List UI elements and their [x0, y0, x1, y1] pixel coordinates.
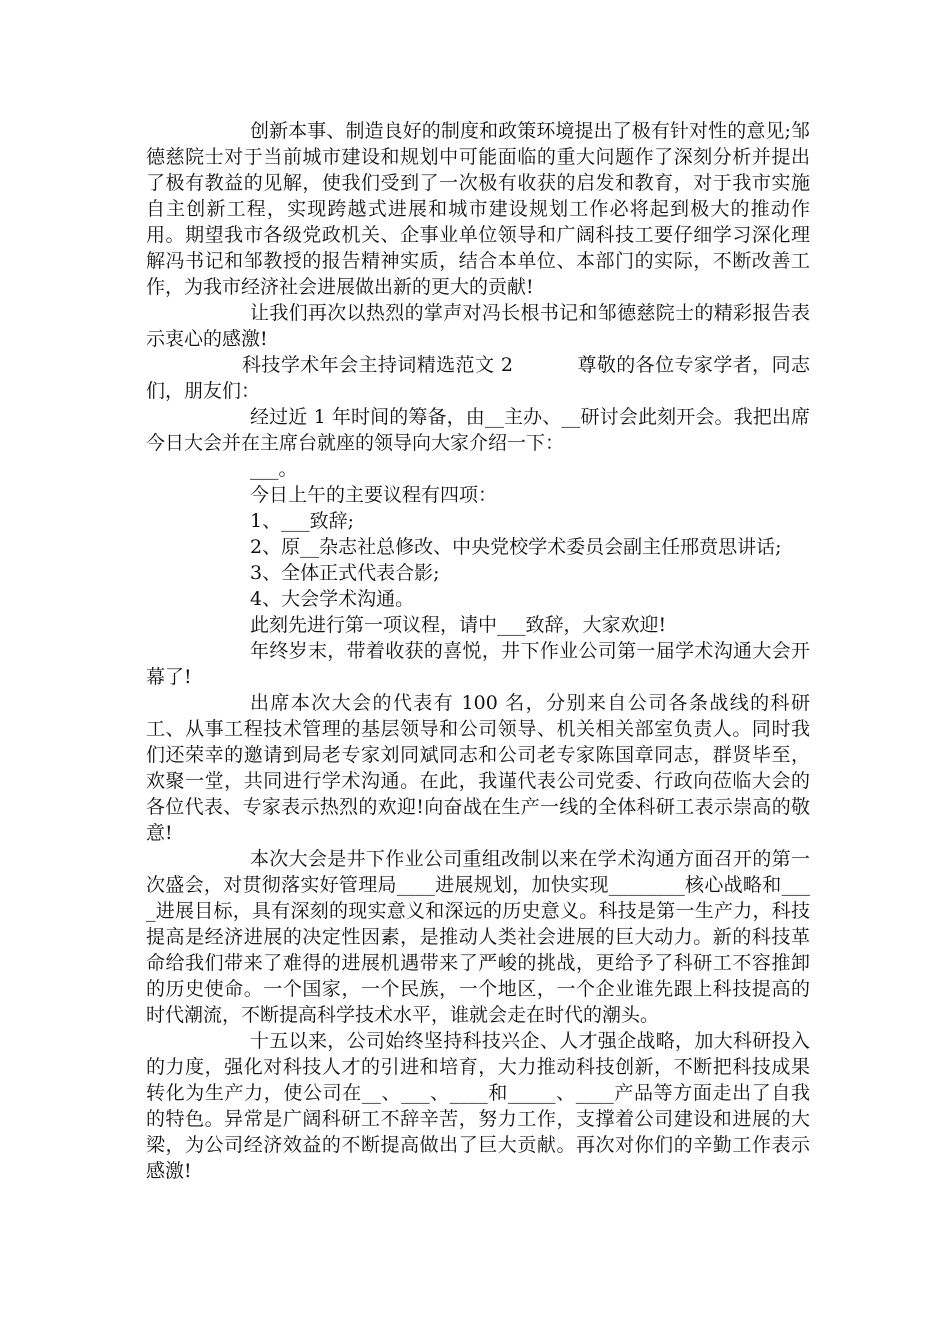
- agenda-item-1: 1、___致辞;: [250, 510, 354, 532]
- paragraph-agenda-intro: 今日上午的主要议程有四项：: [250, 484, 498, 506]
- paragraph-opening: 经过近 1 年时间的筹备，由__主办、__研讨会此刻开会。我把出席今日大会并在主席台就座的领导向大家介绍一下：: [146, 406, 810, 454]
- paragraph-achievements: 十五以来，公司始终坚持科技兴企、人才强企战略，加大科研投入的力度，强化对科技人才的引进和培育，大力推动科技创新，不断把科技成果转化为生产力，使公司在__、___、____和_____、____产品等方面走出了自我的特色。异常是广阔科研工不辞辛苦，努力工作，支撑着公司建设和进展的大梁，为公司经济效益的不断提高做出了巨大贡献。再次对你们的辛勤工作表示感激!: [146, 1030, 810, 1182]
- paragraph-blank: ___。: [250, 458, 298, 480]
- paragraph-significance: 本次大会是井下作业公司重组改制以来在学术沟通方面召开的第一次盛会，对贯彻落实好管理局____进展规划，加快实现________核心战略和____进展目标，具有深刻的现实意义和深远的历史意义。科技是第一生产力，科技提高是经济进展的决定性因素，是推动人类社会进展的巨大动力。新的科技革命给我们带来了难得的进展机遇带来了严峻的挑战，更给予了科研工不容推卸的历史使命。一个国家，一个民族，一个地区，一个企业谁先跟上科技提高的时代潮流，不断提高科学技术水平，谁就会走在时代的潮头。: [146, 848, 810, 1026]
- document-body: [146, 118, 810, 1184]
- paragraph-attendees: 出席本次大会的代表有 100 名，分别来自公司各条战线的科研工、从事工程技术管理的基层领导和公司领导、机关相关部室负责人。同时我们还荣幸的邀请到局老专家刘同斌同志和公司老专家陈国章同志，群贤毕至，欢聚一堂，共同进行学术沟通。在此，我谨代表公司党委、行政向莅临大会的各位代表、专家表示热烈的欢迎!向奋战在生产一线的全体科研工表示崇高的敬意!: [146, 692, 810, 844]
- paragraph-thanks: 让我们再次以热烈的掌声对冯长根书记和邹德慈院士的精彩报告表示衷心的感激!: [146, 302, 810, 350]
- section-heading-line: [146, 352, 810, 404]
- paragraph-first-item: 此刻先进行第一项议程，请中___致辞，大家欢迎!: [250, 614, 667, 636]
- greeting: 尊敬的各位专家学者，同志们，朋友们：: [146, 354, 810, 402]
- agenda-item-2: 2、原__杂志社总修改、中央党校学术委员会副主任邢贲思讲话;: [250, 536, 782, 558]
- agenda-item-4: 4、大会学术沟通。: [250, 588, 415, 610]
- section-heading: 科技学术年会主持词精选范文 2: [242, 354, 513, 376]
- paragraph-intro: 创新本事、制造良好的制度和政策环境提出了极有针对性的意见;邹德慈院士对于当前城市建设和规划中可能面临的重大问题作了深刻分析并提出了极有教益的见解，使我们受到了一次极有收获的启发和教育，对于我市实施自主创新工程，实现跨越式进展和城市建设规划工作必将起到极大的推动作用。期望我市各级党政机关、企事业单位领导和广阔科技工要仔细学习深化理解冯书记和邹教授的报告精神实质，结合本单位、本部门的实际，不断改善工作，为我市经济社会进展做出新的更大的贡献!: [146, 120, 810, 298]
- paragraph-year-end: 年终岁末，带着收获的喜悦，井下作业公司第一届学术沟通大会开幕了!: [146, 640, 810, 688]
- agenda-item-3: 3、全体正式代表合影;: [250, 562, 440, 584]
